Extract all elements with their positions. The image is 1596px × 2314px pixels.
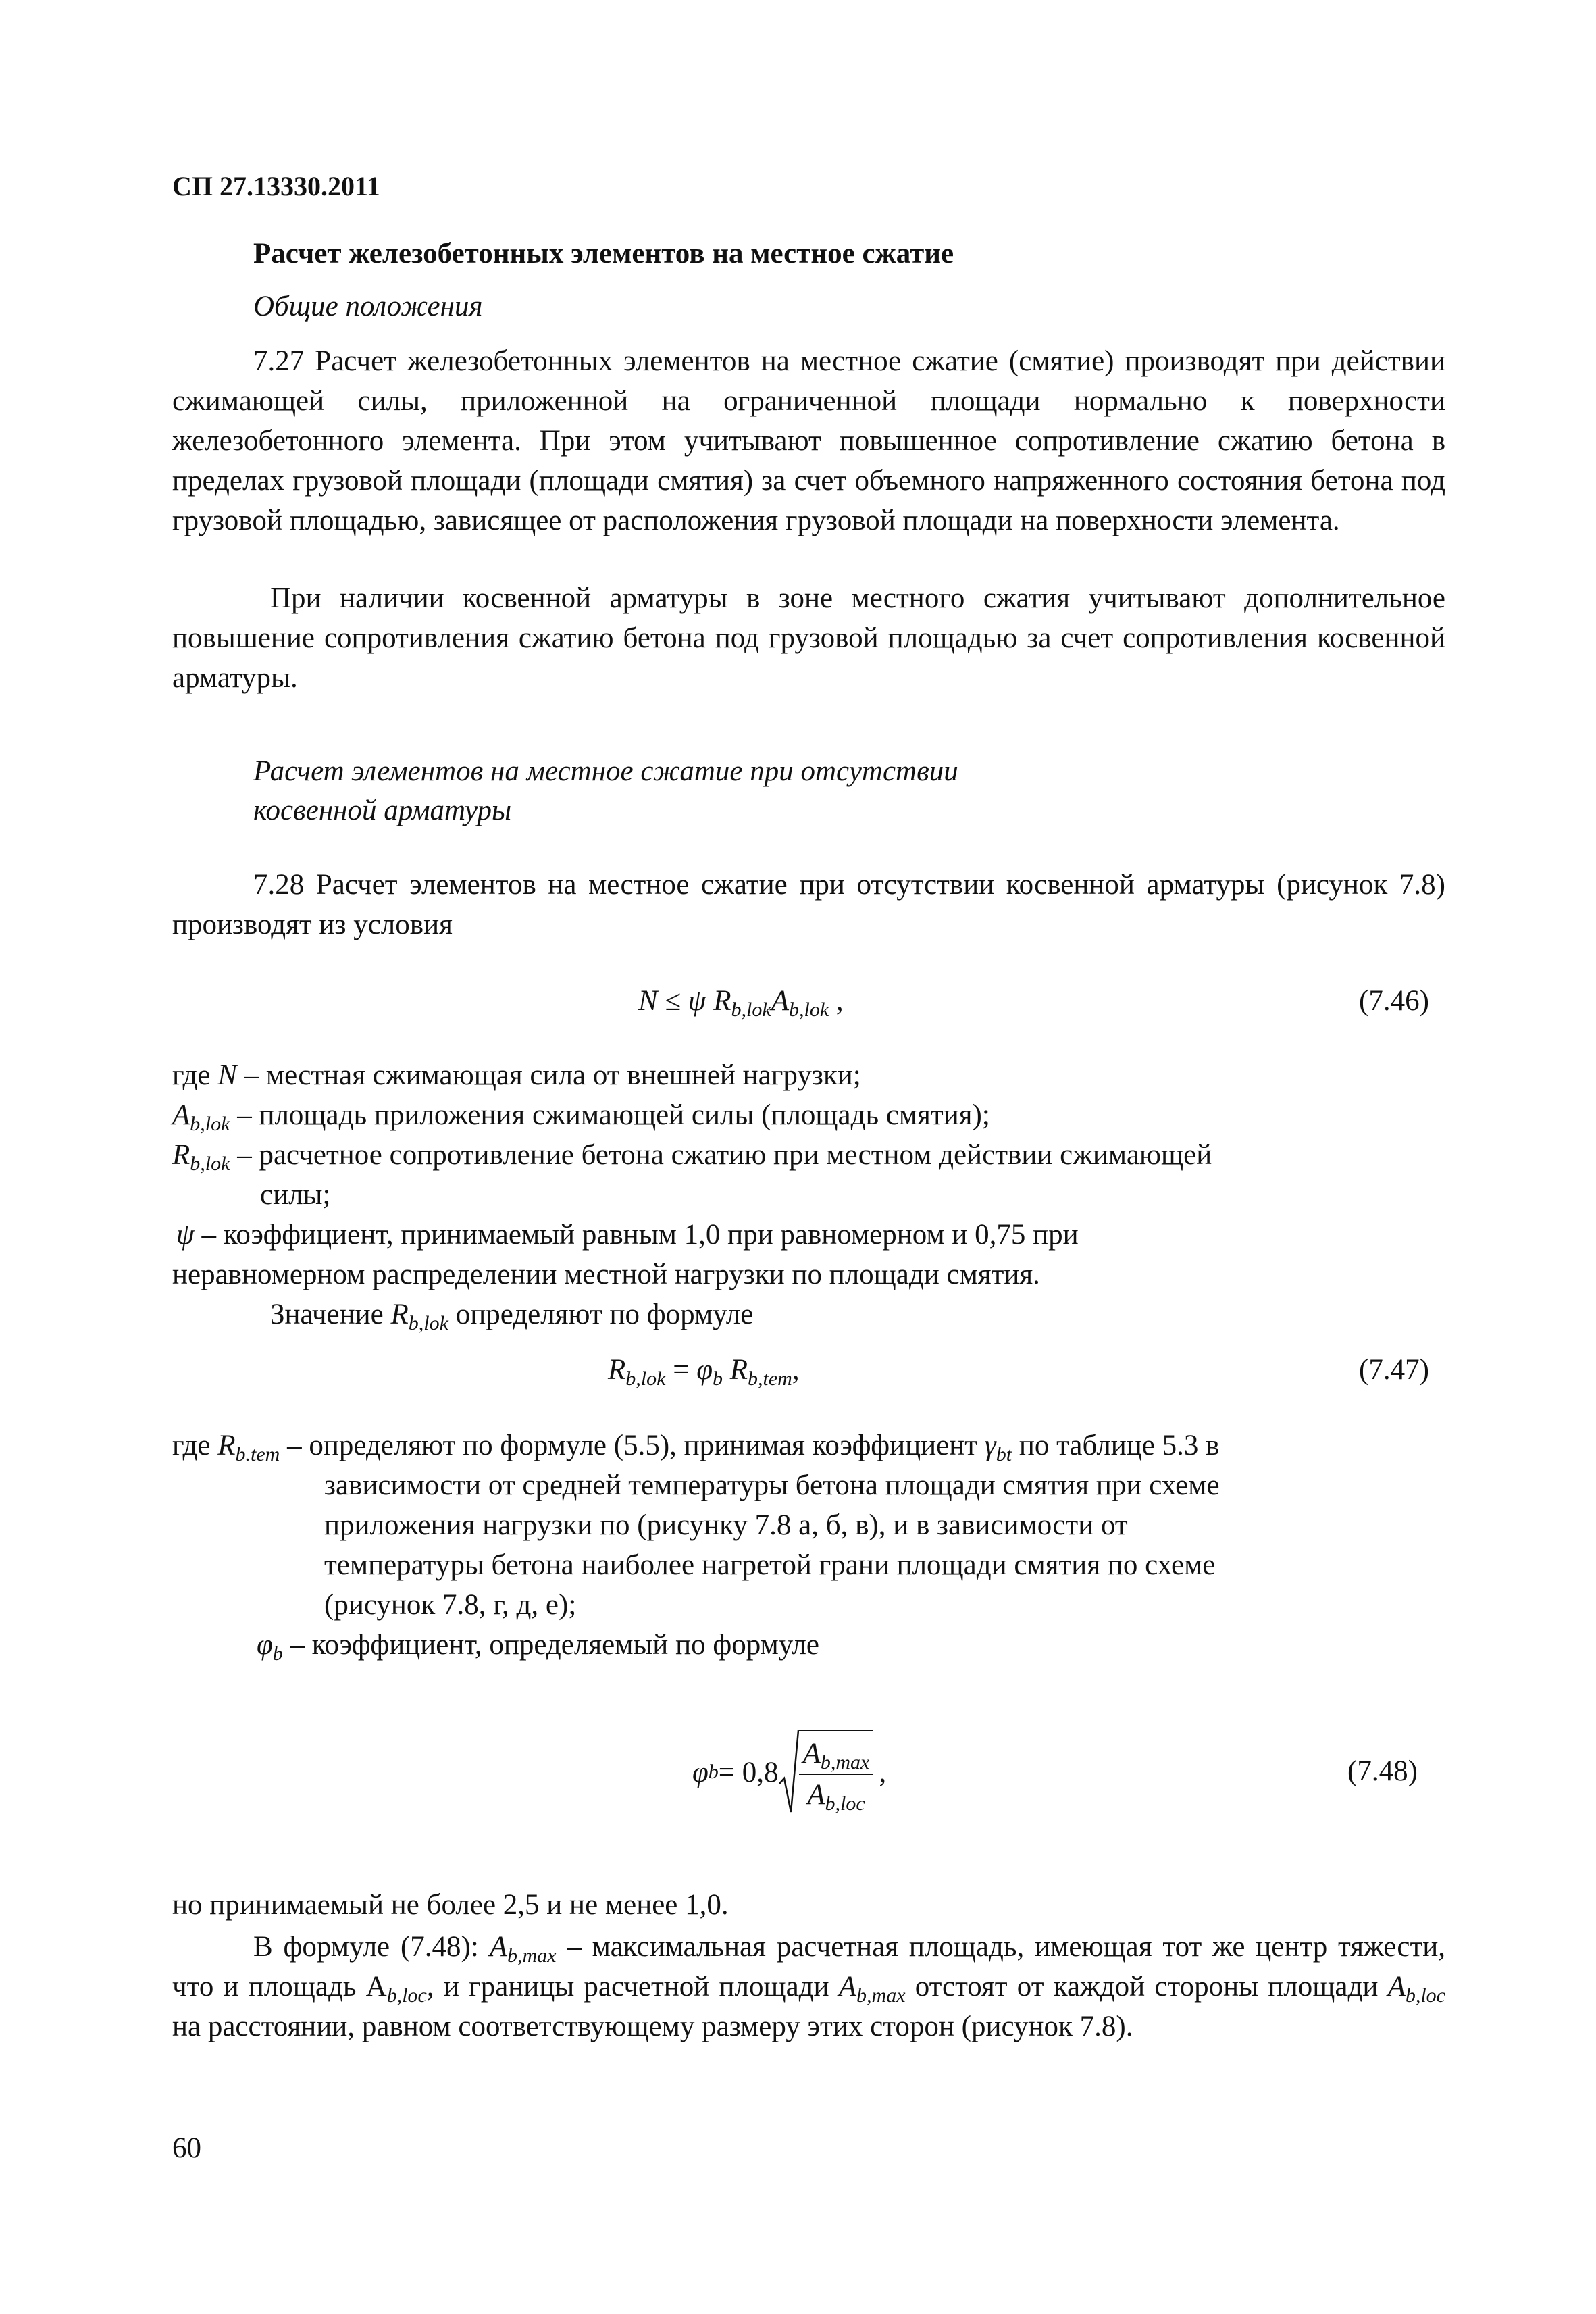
square-root — [779, 1730, 874, 1815]
def-psi: ψ – коэффициент, принимаемый равным 1,0 при равномерном и 0,75 при — [176, 1219, 1079, 1251]
def-psi-cont: неравномерном распределении местной нагрузки по площади смятия. — [172, 1259, 1040, 1290]
general-heading: Общие положения — [253, 291, 483, 322]
subsection-heading-line1: Расчет элементов на местное сжатие при отсутствии — [253, 755, 958, 787]
definitions-7-46 — [172, 1055, 1445, 1334]
def-R-btem-line3: приложения нагрузки по (рисунку 7.8 а, б, в), и в зависимости от — [324, 1509, 1128, 1541]
def-phi-b: $\varphi_b$ – коэффициент, определяемый по формуле — [257, 1629, 819, 1665]
section-title: Расчет железобетонных элементов на местное сжатие — [253, 238, 954, 270]
document-code: СП 27.13330.2011 — [172, 171, 380, 201]
subsection-heading-line2: косвенной арматуры — [253, 795, 512, 826]
paragraph-7-27-indirect: При наличии косвенной арматуры в зоне местного сжатия учитывают дополнительное повышение сопротивления сжатию бетона под грузовой площадью за счет сопротивления косвенной арматуры. — [172, 582, 1445, 694]
def-R-blok: $R_{b,lok}$ – расчетное сопротивление бетона сжатию при местном действии сжимающей — [172, 1139, 1212, 1175]
def-R-btem-line2: зависимости от средней температуры бетона площади смятия при схеме — [324, 1469, 1220, 1501]
formula-number-7-48: (7.48) — [1347, 1755, 1418, 1787]
radical-sign-icon — [779, 1730, 799, 1813]
paragraph-formula-7-48: В формуле (7.48): $A_{b,max}$ – максимальная расчетная площадь, имеющая тот же центр тяжести, что и площадь $A_{b,loc}$, и границы расчетной площади $A_{b,max}$ отстоят от каждой стороны площади $A_{b,loc}$ на расстоянии, равном соответствующему размеру этих сторон (рисунок 7.8). — [172, 1931, 1445, 2042]
page-number: 60 — [172, 2132, 201, 2164]
def-R-btem: где $R_{b.tem}$ – определяют по формуле (5.5), принимая коэффициент $\gamma_{bt}$ по таблице 5.3 в — [172, 1430, 1220, 1465]
formula-number-7-46: (7.46) — [1359, 985, 1429, 1017]
formula-number-7-47: (7.47) — [1359, 1354, 1429, 1386]
value-R-blok: Значение $R_{b,lok}$ определяют по формуле — [270, 1299, 754, 1334]
formula-7-47: $R_{b,lok} = \varphi_b$ $R_{b,tem}$, — [608, 1354, 800, 1390]
formula-7-48: φ b = 0,8 $\frac{A_{b,max}}{A_{b,loc}}$ , — [692, 1730, 886, 1815]
definitions-7-47 — [172, 1426, 1445, 1665]
def-R-btem-line5: (рисунок 7.8, г, д, е); — [324, 1589, 577, 1621]
def-A-blok: $A_{b,lok}$ – площадь приложения сжимающей силы (площадь смятия); — [172, 1099, 990, 1135]
fraction: $\frac{A_{b,max}}{A_{b,loc}}$ — [799, 1734, 874, 1815]
def-N: где N – местная сжимающая сила от внешней нагрузки; — [172, 1059, 861, 1091]
def-R-blok-cont: силы; — [260, 1179, 331, 1211]
paragraph-7-28: 7.28 Расчет элементов на местное сжатие при отсутствии косвенной арматуры (рисунок 7.8) производят из условия — [172, 869, 1445, 940]
paragraph-7-27: 7.27 Расчет железобетонных элементов на местное сжатие (смятие) производят при действии сжимающей силы, приложенной на ограниченной площади нормально к поверхности железобетонного элемента. При этом учитывают повышенное сопротивление сжатию бетона в пределах грузовой площади (площади смятия) за счет объемного напряженного состояния бетона под грузовой площадью, зависящее от расположения грузовой площади на поверхности элемента. — [172, 345, 1445, 536]
formula-7-46: N ≤ ψ $R_{b,lok}A_{b,lok}$ , — [638, 985, 844, 1021]
limit-note: но принимаемый не более 2,5 и не менее 1,0. — [172, 1889, 729, 1921]
def-R-btem-line4: температуры бетона наиболее нагретой грани площади смятия по схеме — [324, 1549, 1216, 1581]
